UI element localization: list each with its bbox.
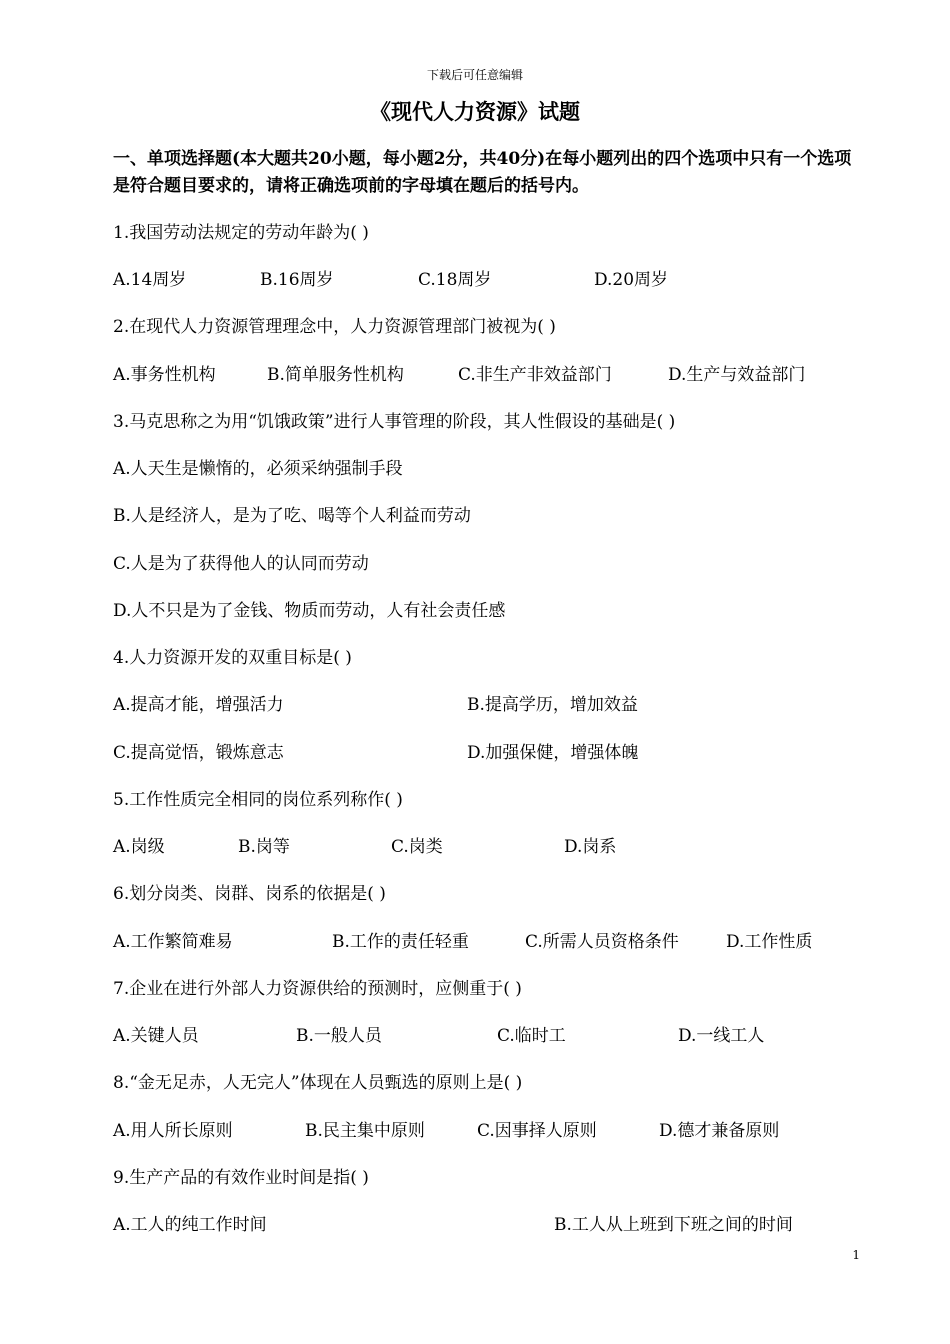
question-stem: 6.划分岗类、岗群、岗系的依据是( ) [113, 884, 386, 904]
option-a: A.提高才能，增强活力 [113, 695, 284, 715]
option-c: C.提高觉悟，锻炼意志 [113, 743, 284, 763]
question-stem: 9.生产产品的有效作业时间是指( ) [113, 1168, 369, 1188]
option-d: D.人不只是为了金钱、物质而劳动，人有社会责任感 [113, 601, 506, 621]
option-c: C.人是为了获得他人的认同而劳动 [113, 554, 369, 574]
option-d: D.生产与效益部门 [668, 365, 806, 385]
option-d: D.一线工人 [678, 1026, 765, 1046]
option-b: B.岗等 [238, 837, 290, 857]
page-header: 下载后可任意编辑 [426, 68, 523, 82]
question-stem: 2.在现代人力资源管理理念中，人力资源管理部门被视为( ) [113, 317, 556, 337]
question-stem: 7.企业在进行外部人力资源供给的预测时，应侧重于( ) [113, 979, 522, 999]
option-b: B.工人从上班到下班之间的时间 [554, 1215, 793, 1235]
question-stem: 8.“金无足赤，人无完人”体现在人员甄选的原则上是( ) [113, 1073, 523, 1093]
option-a: A.关键人员 [113, 1026, 199, 1046]
option-b: B.提高学历，增加效益 [467, 695, 638, 715]
option-a: A.人天生是懒惰的，必须采纳强制手段 [113, 459, 403, 479]
option-c: C.临时工 [497, 1026, 566, 1046]
option-b: B.简单服务性机构 [267, 365, 404, 385]
question-stem: 4.人力资源开发的双重目标是( ) [113, 648, 352, 668]
option-c: C.18周岁 [418, 270, 492, 290]
option-a: A.岗级 [113, 837, 165, 857]
option-d: D.岗系 [564, 837, 617, 857]
option-a: A.事务性机构 [113, 365, 216, 385]
option-c: C.所需人员资格条件 [525, 932, 679, 952]
option-c: C.因事择人原则 [477, 1121, 597, 1141]
option-d: D.工作性质 [726, 932, 813, 952]
option-b: B.工作的责任轻重 [332, 932, 469, 952]
option-c: C.非生产非效益部门 [458, 365, 612, 385]
option-b: B.16周岁 [260, 270, 334, 290]
option-d: D.加强保健，增强体魄 [467, 743, 639, 763]
option-b: B.一般人员 [296, 1026, 382, 1046]
option-a: A.14周岁 [113, 270, 187, 290]
section-heading: 一、单项选择题(本大题共20小题，每小题2分，共40分)在每小题列出的四个选项中只有一个选项是符合题目要求的，请将正确选项前的字母填在题后的括号内。 [113, 149, 852, 196]
option-a: A.工人的纯工作时间 [113, 1215, 267, 1235]
option-b: B.民主集中原则 [305, 1121, 425, 1141]
option-d: D.德才兼备原则 [659, 1121, 780, 1141]
option-c: C.岗类 [391, 837, 443, 857]
question-stem: 1.我国劳动法规定的劳动年龄为( ) [113, 223, 369, 243]
document-title: 《现代人力资源》试题 [370, 99, 580, 124]
question-stem: 3.马克思称之为用“饥饿政策”进行人事管理的阶段，其人性假设的基础是( ) [113, 412, 676, 432]
option-a: A.用人所长原则 [113, 1121, 233, 1141]
option-b: B.人是经济人，是为了吃、喝等个人利益而劳动 [113, 506, 471, 526]
question-stem: 5.工作性质完全相同的岗位系列称作( ) [113, 790, 403, 810]
option-a: A.工作繁简难易 [113, 932, 233, 952]
page-number: 1 [852, 1248, 860, 1262]
option-d: D.20周岁 [594, 270, 669, 290]
